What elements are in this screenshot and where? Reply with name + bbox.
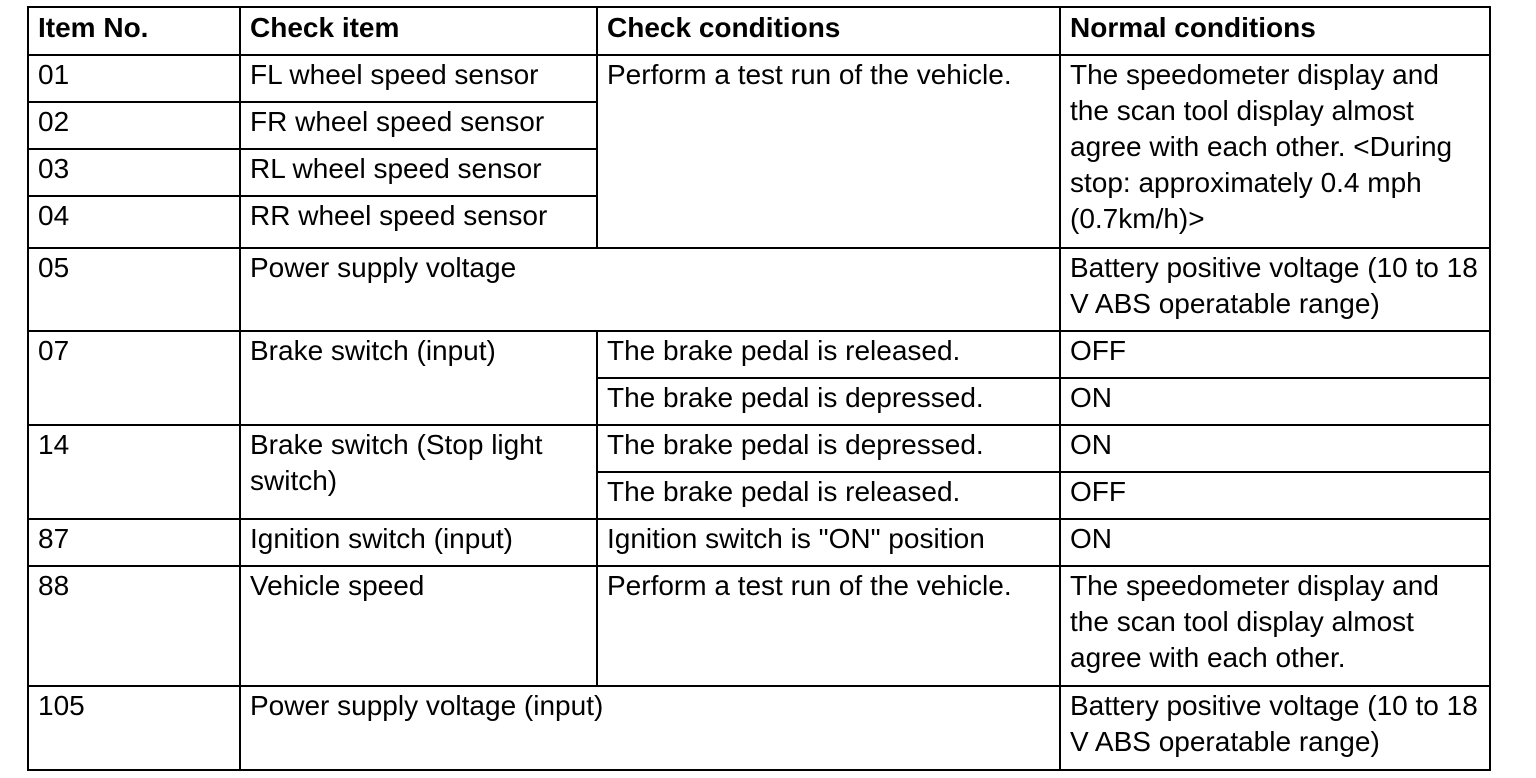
normal-condition-cell: ON [1060, 378, 1490, 425]
table-row [28, 566, 1490, 686]
check-item-cell: FR wheel speed sensor [240, 102, 597, 149]
item-no-cell: 04 [28, 196, 240, 248]
header-item-no: Item No. [28, 7, 240, 55]
item-no-cell: 14 [28, 425, 240, 519]
check-condition-cell: Perform a test run of the vehicle. [597, 566, 1060, 686]
item-no-cell: 105 [28, 686, 240, 770]
table-row [28, 686, 1490, 770]
check-items-table [27, 6, 1491, 771]
table-row [28, 519, 1490, 566]
item-no-cell: 03 [28, 149, 240, 196]
check-item-cell: Vehicle speed [240, 566, 597, 686]
check-item-cell: Brake switch (input) [240, 331, 597, 425]
normal-condition-cell: ON [1060, 519, 1490, 566]
check-condition-cell: The brake pedal is depressed. [597, 425, 1060, 472]
check-item-cell: Power supply voltage (input) [240, 686, 1060, 770]
check-item-cell: RR wheel speed sensor [240, 196, 597, 248]
check-condition-cell: Ignition switch is "ON" position [597, 519, 1060, 566]
normal-condition-cell: OFF [1060, 331, 1490, 378]
normal-condition-cell: Battery positive voltage (10 to 18 V ABS operatable range) [1060, 686, 1490, 770]
check-item-cell: Power supply voltage [240, 248, 1060, 331]
item-no-cell: 01 [28, 55, 240, 102]
item-no-cell: 02 [28, 102, 240, 149]
item-no-cell: 88 [28, 566, 240, 686]
header-check-conditions: Check conditions [597, 7, 1060, 55]
header-normal-conditions: Normal conditions [1060, 7, 1490, 55]
item-no-cell: 07 [28, 331, 240, 425]
normal-condition-cell: ON [1060, 425, 1490, 472]
item-no-cell: 87 [28, 519, 240, 566]
check-item-cell: FL wheel speed sensor [240, 55, 597, 102]
check-condition-cell: The brake pedal is released. [597, 331, 1060, 378]
check-condition-cell: The brake pedal is depressed. [597, 378, 1060, 425]
normal-condition-cell: Battery positive voltage (10 to 18 V ABS operatable range) [1060, 248, 1490, 331]
check-item-cell: Brake switch (Stop light switch) [240, 425, 597, 519]
table-row [28, 425, 1490, 472]
check-condition-cell: Perform a test run of the vehicle. [597, 55, 1060, 248]
check-item-cell: Ignition switch (input) [240, 519, 597, 566]
normal-condition-cell: The speedometer display and the scan tool display almost agree with each other. <During stop: approximately 0.4 mph (0.7km/h)> [1060, 55, 1490, 248]
normal-condition-cell: OFF [1060, 472, 1490, 519]
normal-condition-cell: The speedometer display and the scan tool display almost agree with each other. [1060, 566, 1490, 686]
item-no-cell: 05 [28, 248, 240, 331]
header-check-item: Check item [240, 7, 597, 55]
check-condition-cell: The brake pedal is released. [597, 472, 1060, 519]
table-row [28, 248, 1490, 331]
table-row [28, 331, 1490, 378]
table-header-row [28, 7, 1490, 55]
table-row [28, 55, 1490, 102]
check-item-cell: RL wheel speed sensor [240, 149, 597, 196]
